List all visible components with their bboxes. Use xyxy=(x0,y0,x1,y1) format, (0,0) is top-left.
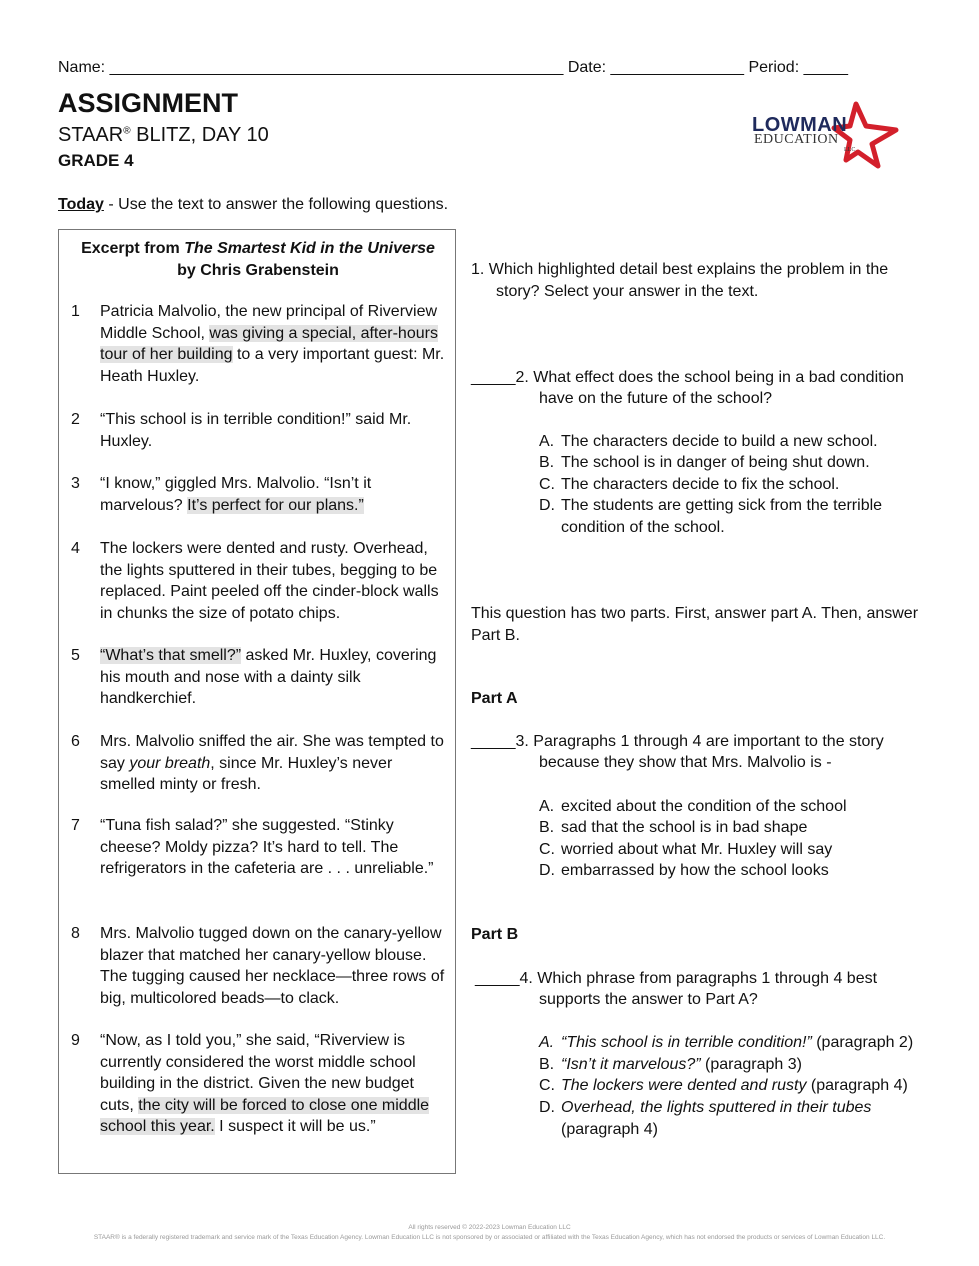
lowman-education-logo xyxy=(748,100,903,170)
paragraph-number: 7 xyxy=(71,817,80,834)
question-3-stem xyxy=(471,731,931,753)
option-quote: Overhead, the lights sputtered in their tubes xyxy=(561,1099,872,1116)
grade-label: GRADE 4 xyxy=(58,151,134,170)
question-2-stem-cont: have on the future of the school? xyxy=(539,390,773,407)
option-text: excited about the condition of the school xyxy=(561,798,847,815)
option-letter: D. xyxy=(539,1099,555,1116)
answer-blank[interactable]: _____ xyxy=(471,733,516,750)
option-quote: “This school is in terrible condition!” xyxy=(561,1034,812,1051)
option-text: (paragraph 4) xyxy=(806,1077,908,1094)
copyright-line: All rights reserved © 2022-2023 Lowman Education LLC xyxy=(408,1224,571,1231)
registered-mark: ® xyxy=(123,125,131,137)
subtitle xyxy=(58,124,269,147)
paragraph-number: 4 xyxy=(71,540,80,557)
option-quote: “Isn’t it marvelous?” xyxy=(561,1056,701,1073)
subtitle-rest: BLITZ, DAY 10 xyxy=(130,124,269,146)
paragraph-number: 6 xyxy=(71,733,80,750)
paragraph-number: 5 xyxy=(71,647,80,664)
paragraph-text: “This school is in terrible condition!” said Mr. Huxley. xyxy=(100,411,412,450)
option-letter: D. xyxy=(539,862,555,879)
question-text: 3. Paragraphs 1 through 4 are important to the story xyxy=(515,733,884,750)
book-title: The Smartest Kid in the Universe xyxy=(184,240,435,257)
question-4-stem xyxy=(475,968,935,990)
option-letter: B. xyxy=(539,819,555,836)
option-text: The students are getting sick from the terrible condition of the school. xyxy=(561,497,883,536)
subtitle-staar: STAAR xyxy=(58,124,124,146)
option-letter: C. xyxy=(539,476,555,493)
trademark-notice: STAAR® is a federally registered trademark and service mark of the Texas Education Agency. Lowman Education LLC is not sponsored by or associated or affiliated with the Texas Education Agency, which has not endorsed the products or services of Lowman Education LLC. xyxy=(93,1234,886,1241)
page-title: ASSIGNMENT xyxy=(58,88,239,118)
question-1: 1. Which highlighted detail best explains the problem in the story? Select your answer in the text. xyxy=(471,261,889,300)
option-quote: The lockers were dented and rusty xyxy=(561,1077,807,1094)
logo-text-llc: LLC xyxy=(844,147,856,153)
logo-text-education: EDUCATION xyxy=(754,132,839,147)
option-letter: B. xyxy=(539,454,555,471)
option-letter: B. xyxy=(539,1056,555,1073)
highlighted-detail-1[interactable]: was giving a special, after-hours tour of her building xyxy=(100,324,438,363)
highlighted-detail-2[interactable]: It’s perfect for our plans.” xyxy=(187,496,364,514)
option-text: embarrassed by how the school looks xyxy=(561,862,829,879)
option-text: (paragraph 4) xyxy=(561,1120,658,1138)
option-letter: D. xyxy=(539,497,555,514)
option-letter: C. xyxy=(539,841,555,858)
paragraph-number: 9 xyxy=(71,1032,80,1049)
option-letter: A. xyxy=(539,798,555,815)
name-date-period-line: Name: ___________________________________________________ Date: _______________ Period: _____ xyxy=(58,59,849,76)
italic-text: your breath xyxy=(129,754,211,772)
question-text: 2. What effect does the school being in a bad condition xyxy=(515,369,904,386)
option-letter: C. xyxy=(539,1077,555,1094)
book-author: by Chris Grabenstein xyxy=(177,262,339,279)
paragraph-text: asked Mr. Huxley, covering his mouth and nose with a dainty silk handkerchief. xyxy=(100,647,437,707)
paragraph-number: 8 xyxy=(71,925,80,942)
paragraph-text: , since Mr. Huxley’s never smelled minty or fresh. xyxy=(100,754,393,793)
option-letter: A. xyxy=(539,433,555,450)
paragraph-text: “Tuna fish salad?” she suggested. “Stinky cheese? Moldy pizza? It’s hard to tell. The refrigerators in the cafeteria are . . . unreliable.” xyxy=(100,817,434,877)
question-text: 4. Which phrase from paragraphs 1 through 4 best xyxy=(519,970,878,987)
two-part-note: This question has two parts. First, answer part A. Then, answer Part B. xyxy=(471,605,919,644)
option-text: (paragraph 2) xyxy=(811,1034,914,1051)
today-label: Today xyxy=(58,196,104,213)
heading-prefix: Excerpt from xyxy=(81,240,185,257)
paragraph-number: 3 xyxy=(71,475,80,492)
today-text: - Use the text to answer the following questions. xyxy=(103,196,449,213)
paragraph-number: 1 xyxy=(71,303,80,320)
option-text: The school is in danger of being shut down. xyxy=(561,454,870,471)
paragraph-text: “I know,” giggled Mrs. Malvolio. “Isn’t it marvelous? xyxy=(100,475,372,514)
paragraph-text: “Now, as I told you,” she said, “Riverview is currently considered the worst middle school building in the district. Given the new budget cuts, xyxy=(100,1032,416,1114)
question-3-stem-cont: because they show that Mrs. Malvolio is - xyxy=(539,754,832,771)
option-letter: A. xyxy=(539,1034,555,1051)
option-text: worried about what Mr. Huxley will say xyxy=(561,841,833,858)
answer-blank[interactable]: _____ xyxy=(475,970,520,987)
highlighted-detail-3[interactable]: “What’s that smell?” xyxy=(100,647,242,664)
option-text: (paragraph 3) xyxy=(700,1056,802,1073)
paragraph-text: Mrs. Malvolio tugged down on the canary-yellow blazer that matched her canary-yellow blouse. The tugging caused her necklace—three rows of big, multicolored beads—to clack. xyxy=(100,925,445,1007)
paragraph-text: Patricia Malvolio, the new principal of Riverview Middle School, xyxy=(100,303,438,342)
option-text: The characters decide to build a new school. xyxy=(561,433,878,450)
option-text: The characters decide to fix the school. xyxy=(561,476,840,493)
passage-heading xyxy=(58,238,458,282)
paragraph-text: The lockers were dented and rusty. Overhead, the lights sputtered in their tubes, begging to be replaced. Paint peeled off the cinder-block walls in chunks the size of potato chips. xyxy=(100,540,439,622)
part-a-label: Part A xyxy=(471,690,518,707)
instructions xyxy=(58,196,448,214)
answer-blank[interactable]: _____ xyxy=(471,369,516,386)
paragraph-text: Mrs. Malvolio sniffed the air. She was tempted to say xyxy=(100,733,444,772)
logo-text-lowman: LOWMAN xyxy=(752,114,848,136)
paragraph-text: I suspect it will be us.” xyxy=(214,1118,376,1135)
paragraph-number: 2 xyxy=(71,411,80,428)
highlighted-detail-4[interactable]: the city will be forced to close one middle school this year. xyxy=(100,1096,430,1135)
question-2-stem xyxy=(471,367,931,389)
part-b-label: Part B xyxy=(471,926,519,943)
option-text: sad that the school is in bad shape xyxy=(561,819,808,836)
question-4-stem-cont: supports the answer to Part A? xyxy=(539,991,758,1008)
paragraph-text: to a very important guest: Mr. Heath Huxley. xyxy=(100,346,445,385)
